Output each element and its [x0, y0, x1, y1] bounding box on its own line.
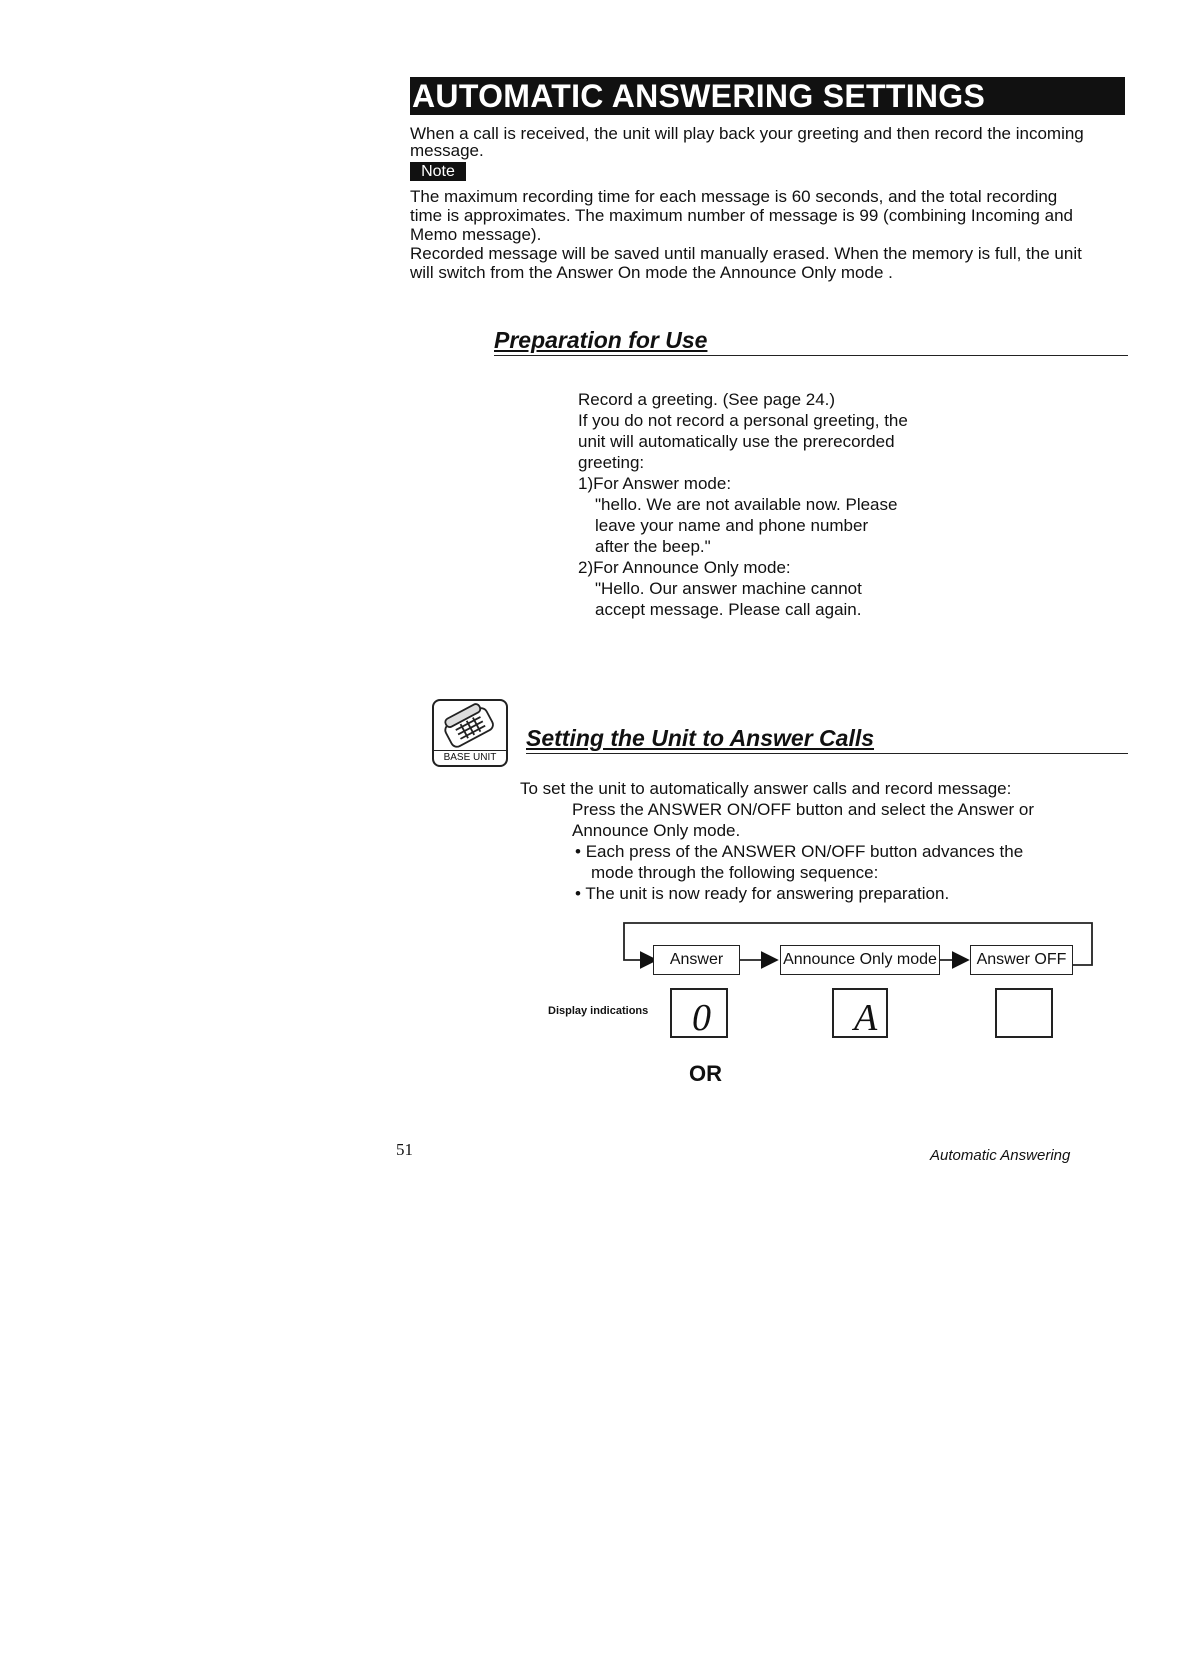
page-number: 51 — [396, 1140, 413, 1159]
note-badge: Note — [410, 162, 466, 181]
display-announce — [832, 988, 888, 1038]
bullet-marker: • — [575, 842, 581, 861]
preparation-heading: Preparation for Use — [494, 327, 708, 353]
answer-greeting-line: "hello. We are not available now. Please — [595, 495, 898, 514]
answer-greeting-line: leave your name and phone number — [595, 516, 869, 535]
step-line: Press the ANSWER ON/OFF button and select the Answer or — [572, 800, 1035, 819]
note-line: time is approximates. The maximum number of message is 99 (combining Incoming and — [410, 206, 1073, 225]
display-off — [995, 988, 1053, 1038]
display-glyph: A — [854, 997, 878, 1039]
footer-section-label: Automatic Answering — [930, 1147, 1071, 1164]
base-unit-icon — [432, 699, 508, 767]
display-indications-label: Display indications — [548, 1005, 649, 1017]
arrow-to-answer — [624, 940, 656, 960]
answer-greeting-line: after the beep." — [595, 537, 711, 556]
phone-icon — [434, 701, 506, 751]
intro-line: When a call is received, the unit will play back your greeting and then record the incoming — [410, 124, 1084, 143]
display-answer — [670, 988, 728, 1038]
bullet-text: Each press of the ANSWER ON/OFF button advances the — [585, 842, 1024, 861]
mode-off-box: Answer OFF — [970, 945, 1073, 975]
intro-line: message. — [410, 141, 484, 160]
prep-line: greeting: — [578, 453, 645, 472]
announce-greeting-line: "Hello. Our answer machine cannot — [595, 579, 862, 598]
answer-intro: To set the unit to automatically answer calls and record message: — [520, 779, 1012, 798]
bullet-continuation: mode through the following sequence: — [591, 863, 879, 882]
or-label: OR — [689, 1061, 722, 1086]
prep-line: If you do not record a personal greeting, the — [578, 411, 908, 430]
page-title: AUTOMATIC ANSWERING SETTINGS — [410, 77, 1125, 115]
prep-line: unit will automatically use the prerecorded — [578, 432, 895, 451]
intro-paragraph — [410, 125, 1128, 159]
bullet-item — [520, 883, 1080, 904]
prep-line: 1)For Answer mode: — [578, 474, 732, 493]
display-glyph: 0 — [692, 997, 711, 1039]
preparation-body — [578, 389, 938, 620]
base-unit-label: BASE UNIT — [434, 750, 506, 765]
section-divider — [494, 355, 1128, 356]
note-line: Memo message). — [410, 225, 542, 244]
prep-line: Record a greeting. (See page 24.) — [578, 390, 836, 409]
note-paragraph — [410, 187, 1128, 282]
note-line: will switch from the Answer On mode the Announce Only mode . — [410, 263, 893, 282]
section-divider — [526, 753, 1128, 754]
mode-answer-box: Answer — [653, 945, 740, 975]
mode-announce-box: Announce Only mode — [780, 945, 940, 975]
announce-greeting-line: accept message. Please call again. — [595, 600, 862, 619]
announce-mode-label: 2)For Announce Only mode: — [578, 558, 791, 577]
answer-calls-heading: Setting the Unit to Answer Calls — [526, 725, 875, 751]
note-line: Recorded message will be saved until manually erased. When the memory is full, the unit — [410, 244, 1082, 263]
step-line: Announce Only mode. — [572, 821, 741, 840]
bullet-marker: • — [575, 884, 581, 903]
answer-calls-body — [520, 778, 1080, 904]
bullet-item — [520, 841, 1080, 862]
bullet-text: The unit is now ready for answering preparation. — [585, 884, 950, 903]
note-line: The maximum recording time for each message is 60 seconds, and the total recording — [410, 187, 1058, 206]
